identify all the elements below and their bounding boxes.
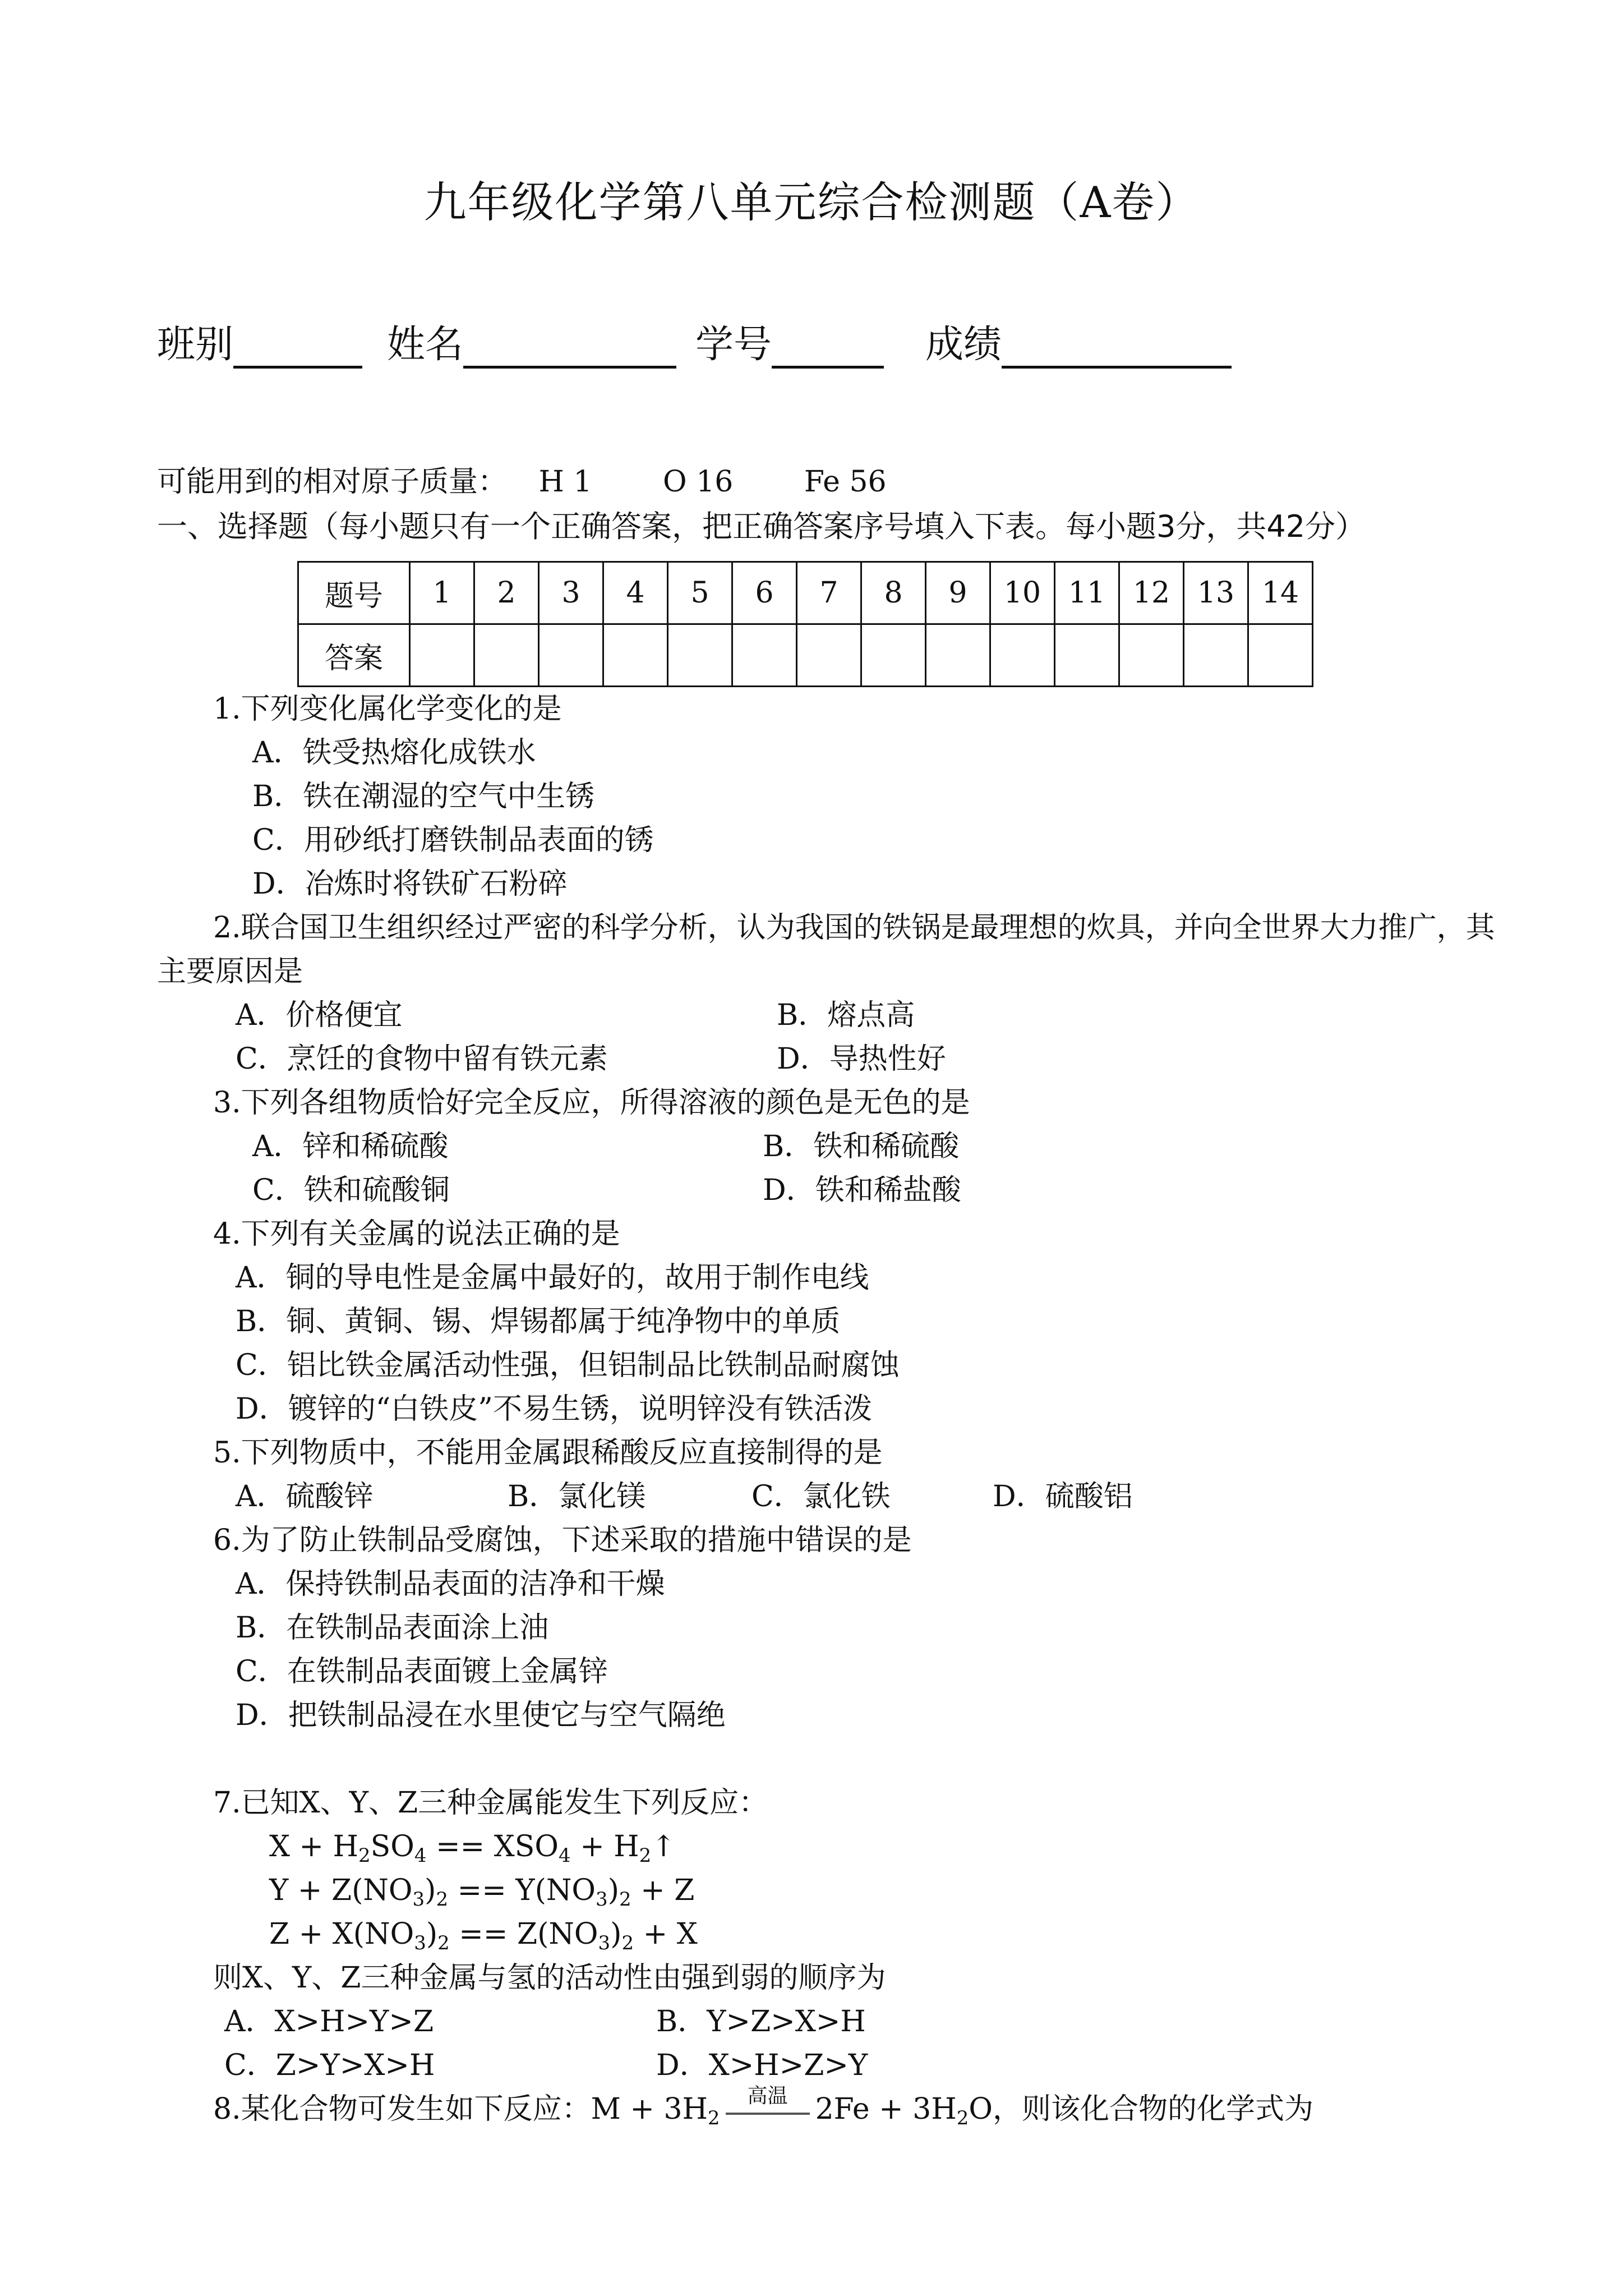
student-id-blank[interactable] bbox=[772, 332, 884, 369]
answer-cell[interactable] bbox=[797, 624, 861, 687]
subscript: 3 bbox=[598, 1932, 611, 1954]
question-2-option-c: C．烹饪的食物中留有铁元素 bbox=[236, 1042, 608, 1076]
question-7-option-a: A．X>H>Y>Z bbox=[224, 2005, 434, 2039]
table-cell-number: 13 bbox=[1184, 562, 1248, 624]
question-6-option-b: B．在铁制品表面涂上油 bbox=[236, 1611, 549, 1645]
subscript: 3 bbox=[414, 1932, 426, 1954]
table-cell-number: 1 bbox=[410, 562, 474, 624]
atomic-mass-h: H 1 bbox=[538, 465, 592, 499]
answer-cell[interactable] bbox=[732, 624, 797, 687]
subscript: 2 bbox=[436, 1888, 449, 1911]
question-2-stem: 2.联合国卫生组织经过严密的科学分析，认为我国的铁锅是最理想的炊具，并向全世界大力推广，其 bbox=[213, 911, 1495, 945]
question-4-option-c: C．铝比铁金属活动性强，但铝制品比铁制品耐腐蚀 bbox=[236, 1349, 900, 1382]
class-label: 班别 bbox=[157, 323, 234, 367]
answer-cell[interactable] bbox=[926, 624, 990, 687]
question-6-stem: 6.为了防止铁制品受腐蚀，下述采取的措施中错误的是 bbox=[213, 1524, 912, 1557]
table-header-answer: 答案 bbox=[298, 624, 410, 687]
name-label: 姓名 bbox=[387, 323, 464, 367]
table-cell-number: 3 bbox=[539, 562, 603, 624]
equation-1-part: X + H bbox=[269, 1830, 358, 1864]
reaction-arrow bbox=[720, 2084, 815, 2123]
section-heading: 一、选择题（每小题只有一个正确答案，把正确答案序号填入下表。每小题3分，共42分） bbox=[157, 509, 1366, 544]
question-1-option-b: B．铁在潮湿的空气中生锈 bbox=[252, 780, 595, 813]
table-row-numbers bbox=[298, 562, 1313, 624]
question-2-option-b: B．熔点高 bbox=[777, 999, 915, 1032]
question-1-option-a: A．铁受热熔化成铁水 bbox=[252, 736, 536, 770]
question-5-option-d: D．硫酸铝 bbox=[993, 1480, 1133, 1513]
table-cell-number: 7 bbox=[797, 562, 861, 624]
class-blank[interactable] bbox=[233, 332, 362, 369]
subscript: 2 bbox=[707, 2107, 720, 2129]
question-6-option-a: A．保持铁制品表面的洁净和干燥 bbox=[236, 1567, 665, 1601]
subscript: 2 bbox=[621, 1932, 634, 1954]
question-3-option-d: D．铁和稀盐酸 bbox=[763, 1174, 961, 1207]
answer-cell[interactable] bbox=[603, 624, 668, 687]
answer-cell[interactable] bbox=[474, 624, 539, 687]
table-cell-number: 11 bbox=[1055, 562, 1119, 624]
table-cell-number: 9 bbox=[926, 562, 990, 624]
question-5-stem: 5.下列物质中，不能用金属跟稀酸反应直接制得的是 bbox=[213, 1436, 883, 1470]
subscript: 2 bbox=[437, 1932, 450, 1954]
atomic-mass-label: 可能用到的相对原子质量： bbox=[157, 465, 508, 499]
equation-3-part: == Z(NO bbox=[449, 1917, 598, 1951]
score-label: 成绩 bbox=[925, 323, 1002, 367]
question-2-stem-cont: 主要原因是 bbox=[157, 955, 303, 988]
question-4-option-a: A．铜的导电性是金属中最好的，故用于制作电线 bbox=[236, 1261, 869, 1295]
equation-3-part: ) bbox=[426, 1917, 438, 1951]
atomic-mass-line bbox=[157, 460, 887, 504]
score-field bbox=[925, 314, 1254, 369]
table-cell-number: 10 bbox=[990, 562, 1055, 624]
answer-table bbox=[297, 561, 1313, 687]
table-cell-number: 14 bbox=[1248, 562, 1313, 624]
question-1-stem: 1.下列变化属化学变化的是 bbox=[213, 692, 562, 726]
question-3-option-a: A．锌和稀硫酸 bbox=[252, 1130, 449, 1163]
answer-cell[interactable] bbox=[1248, 624, 1313, 687]
table-row-answers bbox=[298, 624, 1313, 687]
question-5-option-b: B．氯化镁 bbox=[508, 1480, 646, 1513]
question-3-option-c: C．铁和硫酸铜 bbox=[252, 1174, 450, 1207]
table-header-number: 题号 bbox=[298, 562, 410, 624]
reaction-line bbox=[726, 2113, 810, 2115]
subscript: 2 bbox=[358, 1844, 371, 1867]
subscript: 2 bbox=[619, 1888, 631, 1911]
table-cell-number: 6 bbox=[732, 562, 797, 624]
table-cell-number: 8 bbox=[861, 562, 926, 624]
atomic-mass-o: O 16 bbox=[663, 465, 734, 499]
answer-cell[interactable] bbox=[1055, 624, 1119, 687]
equation-2-part: == Y(NO bbox=[448, 1874, 596, 1907]
question-2-option-a: A．价格便宜 bbox=[236, 999, 403, 1032]
equation-3 bbox=[269, 1912, 698, 1956]
answer-cell[interactable] bbox=[861, 624, 926, 687]
subscript: 3 bbox=[412, 1888, 425, 1911]
student-id-field bbox=[695, 314, 906, 369]
answer-cell[interactable] bbox=[1184, 624, 1248, 687]
page-title: 九年级化学第八单元综合检测题（A卷） bbox=[423, 177, 1200, 227]
table-cell-number: 5 bbox=[668, 562, 732, 624]
equation-3-part: ) bbox=[610, 1917, 622, 1951]
reaction-condition: 高温 bbox=[747, 2084, 788, 2108]
subscript: 4 bbox=[414, 1844, 427, 1867]
equation-1-part: SO bbox=[370, 1830, 414, 1864]
question-2-option-d: D．导热性好 bbox=[777, 1042, 946, 1076]
equation-3-part: Z + X(NO bbox=[269, 1917, 414, 1951]
question-4-option-d: D．镀锌的“白铁皮”不易生锈，说明锌没有铁活泼 bbox=[236, 1392, 872, 1426]
score-blank[interactable] bbox=[1002, 332, 1232, 369]
atomic-mass-fe: Fe 56 bbox=[804, 465, 887, 499]
equation-2-part: ) bbox=[607, 1874, 619, 1907]
question-8-part: 8.某化合物可发生如下反应：M + 3H bbox=[213, 2092, 708, 2126]
answer-cell[interactable] bbox=[1119, 624, 1184, 687]
subscript: 2 bbox=[956, 2107, 969, 2129]
subscript: 3 bbox=[596, 1888, 608, 1911]
answer-cell[interactable] bbox=[539, 624, 603, 687]
question-7-option-b: B．Y>Z>X>H bbox=[656, 2005, 866, 2039]
question-8-part: 2Fe + 3H bbox=[815, 2092, 957, 2126]
class-field bbox=[157, 314, 385, 369]
question-8-stem bbox=[213, 2084, 1313, 2131]
question-1-option-c: C．用砂纸打磨铁制品表面的锈 bbox=[252, 823, 654, 857]
table-cell-number: 4 bbox=[603, 562, 668, 624]
answer-cell[interactable] bbox=[668, 624, 732, 687]
equation-2-part: + Z bbox=[631, 1874, 695, 1907]
question-6-option-d: D．把铁制品浸在水里使它与空气隔绝 bbox=[236, 1699, 726, 1732]
question-8-part: O，则该化合物的化学式为 bbox=[969, 2092, 1313, 2126]
name-field bbox=[387, 314, 699, 369]
equation-1-part: ↑ bbox=[651, 1830, 676, 1864]
question-3-stem: 3.下列各组物质恰好完全反应，所得溶液的颜色是无色的是 bbox=[213, 1086, 970, 1120]
question-7-question: 则X、Y、Z三种金属与氢的活动性由强到弱的顺序为 bbox=[213, 1961, 886, 1995]
question-7-option-c: C．Z>Y>X>H bbox=[224, 2049, 435, 2082]
equation-2-part: ) bbox=[425, 1874, 436, 1907]
equation-3-part: + X bbox=[634, 1917, 698, 1951]
question-1-option-d: D．冶炼时将铁矿石粉碎 bbox=[252, 867, 568, 901]
table-cell-number: 2 bbox=[474, 562, 539, 624]
answer-cell[interactable] bbox=[990, 624, 1055, 687]
student-id-label: 学号 bbox=[695, 323, 772, 367]
question-5-option-c: C．氯化铁 bbox=[751, 1480, 891, 1513]
question-7-stem: 7.已知X、Y、Z三种金属能发生下列反应： bbox=[213, 1786, 768, 1820]
subscript: 2 bbox=[639, 1844, 652, 1867]
question-6-option-c: C．在铁制品表面镀上金属锌 bbox=[236, 1655, 608, 1688]
question-3-option-b: B．铁和稀硫酸 bbox=[763, 1130, 960, 1163]
answer-cell[interactable] bbox=[410, 624, 474, 687]
equation-1-part: == XSO bbox=[426, 1830, 559, 1864]
subscript: 4 bbox=[559, 1844, 571, 1867]
equation-1 bbox=[269, 1825, 676, 1869]
equation-2 bbox=[269, 1869, 694, 1912]
question-5-option-a: A．硫酸锌 bbox=[236, 1480, 374, 1513]
name-blank[interactable] bbox=[463, 332, 676, 369]
equation-2-part: Y + Z(NO bbox=[269, 1874, 413, 1907]
equation-1-part: + H bbox=[570, 1830, 639, 1864]
table-cell-number: 12 bbox=[1119, 562, 1184, 624]
question-4-stem: 4.下列有关金属的说法正确的是 bbox=[213, 1217, 620, 1251]
question-7-option-d: D．X>H>Z>Y bbox=[656, 2049, 868, 2082]
question-4-option-b: B．铜、黄铜、锡、焊锡都属于纯净物中的单质 bbox=[236, 1305, 841, 1338]
